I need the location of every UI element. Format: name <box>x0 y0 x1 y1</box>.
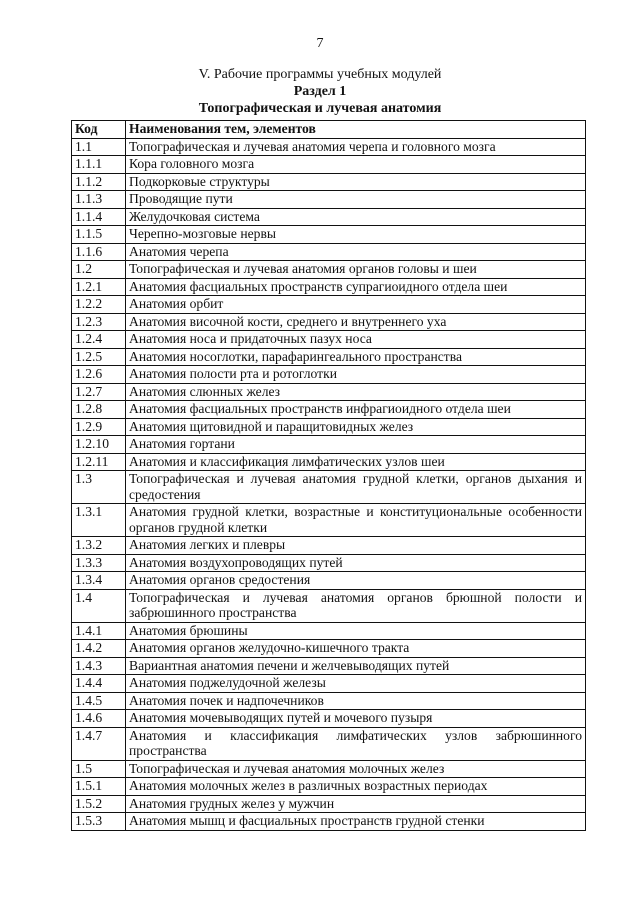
topic-code: 1.1.4 <box>72 208 126 226</box>
topic-code: 1.4.6 <box>72 710 126 728</box>
table-row <box>72 348 586 366</box>
module-programs-title: V. Рабочие программы учебных модулей <box>198 67 442 82</box>
table-row <box>72 622 586 640</box>
table-row <box>72 657 586 675</box>
topic-code: 1.4 <box>72 589 126 622</box>
topic-title: Анатомия органов средостения <box>126 572 586 590</box>
table-row <box>72 278 586 296</box>
topic-code: 1.2.7 <box>72 383 126 401</box>
section-name: Топографическая и лучевая анатомия <box>198 101 442 116</box>
topic-code: 1.2.10 <box>72 436 126 454</box>
topic-title: Анатомия щитовидной и паращитовидных желез <box>126 418 586 436</box>
topic-code: 1.4.7 <box>72 727 126 760</box>
topic-title: Анатомия грудной клетки, возрастные и конституциональные особенности органов грудной клетки <box>126 504 586 537</box>
table-row <box>72 208 586 226</box>
column-header-title: Наименования тем, элементов <box>126 121 586 139</box>
table-row <box>72 813 586 831</box>
table-row <box>72 692 586 710</box>
topic-title: Анатомия височной кости, среднего и внутреннего уха <box>126 313 586 331</box>
topic-title: Проводящие пути <box>126 191 586 209</box>
topic-code: 1.2.2 <box>72 296 126 314</box>
topic-code: 1.4.5 <box>72 692 126 710</box>
topic-title: Анатомия фасциальных пространств инфрагиоидного отдела шеи <box>126 401 586 419</box>
topic-code: 1.1.3 <box>72 191 126 209</box>
topic-title: Анатомия орбит <box>126 296 586 314</box>
topic-code: 1.5.2 <box>72 795 126 813</box>
topic-title: Анатомия полости рта и ротоглотки <box>126 366 586 384</box>
topic-title: Анатомия и классификация лимфатических узлов забрюшинного пространства <box>126 727 586 760</box>
topic-code: 1.3.2 <box>72 537 126 555</box>
table-row <box>72 471 586 504</box>
topic-title: Топографическая и лучевая анатомия органов головы и шеи <box>126 261 586 279</box>
table-body <box>72 138 586 830</box>
table-row <box>72 261 586 279</box>
topic-title: Анатомия мышц и фасциальных пространств грудной стенки <box>126 813 586 831</box>
topic-title: Анатомия гортани <box>126 436 586 454</box>
topic-code: 1.1.2 <box>72 173 126 191</box>
topic-title: Анатомия молочных желез в различных возрастных периодах <box>126 778 586 796</box>
topic-code: 1.2.3 <box>72 313 126 331</box>
topic-code: 1.2.5 <box>72 348 126 366</box>
topic-title: Анатомия и классификация лимфатических узлов шеи <box>126 453 586 471</box>
column-header-code: Код <box>72 121 126 139</box>
topic-code: 1.2.4 <box>72 331 126 349</box>
topic-title: Анатомия фасциальных пространств супрагиоидного отдела шеи <box>126 278 586 296</box>
table-row <box>72 778 586 796</box>
table-row <box>72 138 586 156</box>
topic-title: Топографическая и лучевая анатомия грудной клетки, органов дыхания и средостения <box>126 471 586 504</box>
table-row <box>72 537 586 555</box>
table-row <box>72 727 586 760</box>
topic-title: Анатомия брюшины <box>126 622 586 640</box>
topic-code: 1.2.1 <box>72 278 126 296</box>
topic-code: 1.4.4 <box>72 675 126 693</box>
table-row <box>72 243 586 261</box>
topic-code: 1.4.2 <box>72 640 126 658</box>
topic-code: 1.1.6 <box>72 243 126 261</box>
topic-code: 1.1.1 <box>72 156 126 174</box>
topic-title: Кора головного мозга <box>126 156 586 174</box>
topic-title: Анатомия поджелудочной железы <box>126 675 586 693</box>
topic-code: 1.1 <box>72 138 126 156</box>
topic-title: Анатомия воздухопроводящих путей <box>126 554 586 572</box>
topic-code: 1.4.1 <box>72 622 126 640</box>
table-row <box>72 383 586 401</box>
table-row <box>72 331 586 349</box>
topic-code: 1.2.8 <box>72 401 126 419</box>
table-row <box>72 640 586 658</box>
topic-title: Топографическая и лучевая анатомия черепа и головного мозга <box>126 138 586 156</box>
table-row <box>72 453 586 471</box>
topic-code: 1.3.4 <box>72 572 126 590</box>
topic-code: 1.3 <box>72 471 126 504</box>
topic-code: 1.5 <box>72 760 126 778</box>
topic-title: Черепно-мозговые нервы <box>126 226 586 244</box>
topic-code: 1.4.3 <box>72 657 126 675</box>
topic-title: Вариантная анатомия печени и желчевыводящих путей <box>126 657 586 675</box>
table-row <box>72 795 586 813</box>
topic-title: Анатомия мочевыводящих путей и мочевого пузыря <box>126 710 586 728</box>
table-row <box>72 418 586 436</box>
topic-title: Анатомия грудных желез у мужчин <box>126 795 586 813</box>
topic-code: 1.2.11 <box>72 453 126 471</box>
table-row <box>72 226 586 244</box>
page-number: 7 <box>316 36 324 51</box>
topic-title: Анатомия носоглотки, парафарингеального пространства <box>126 348 586 366</box>
topic-code: 1.5.3 <box>72 813 126 831</box>
topic-title: Топографическая и лучевая анатомия органов брюшной полости и забрюшинного пространства <box>126 589 586 622</box>
topic-code: 1.1.5 <box>72 226 126 244</box>
section-number: Раздел 1 <box>293 84 347 99</box>
topic-title: Анатомия слюнных желез <box>126 383 586 401</box>
topic-title: Анатомия почек и надпочечников <box>126 692 586 710</box>
topic-code: 1.2.6 <box>72 366 126 384</box>
topic-code: 1.2.9 <box>72 418 126 436</box>
table-row <box>72 191 586 209</box>
table-row <box>72 760 586 778</box>
section-heading <box>0 66 640 117</box>
topic-title: Подкорковые структуры <box>126 173 586 191</box>
topic-code: 1.2 <box>72 261 126 279</box>
table-row <box>72 572 586 590</box>
topics-table <box>71 120 586 831</box>
topic-title: Анатомия носа и придаточных пазух носа <box>126 331 586 349</box>
topic-code: 1.3.3 <box>72 554 126 572</box>
topic-title: Топографическая и лучевая анатомия молочных желез <box>126 760 586 778</box>
table-row <box>72 436 586 454</box>
table-row <box>72 366 586 384</box>
table-row <box>72 589 586 622</box>
topic-code: 1.5.1 <box>72 778 126 796</box>
topic-code: 1.3.1 <box>72 504 126 537</box>
table-row <box>72 504 586 537</box>
topic-title: Анатомия органов желудочно-кишечного тракта <box>126 640 586 658</box>
topic-title: Анатомия черепа <box>126 243 586 261</box>
table-row <box>72 173 586 191</box>
table-row <box>72 156 586 174</box>
topic-title: Анатомия легких и плевры <box>126 537 586 555</box>
table-row <box>72 554 586 572</box>
table-row <box>72 296 586 314</box>
table-row <box>72 675 586 693</box>
table-header-row <box>72 121 586 139</box>
table-row <box>72 401 586 419</box>
topic-title: Желудочковая система <box>126 208 586 226</box>
table-row <box>72 313 586 331</box>
table-row <box>72 710 586 728</box>
